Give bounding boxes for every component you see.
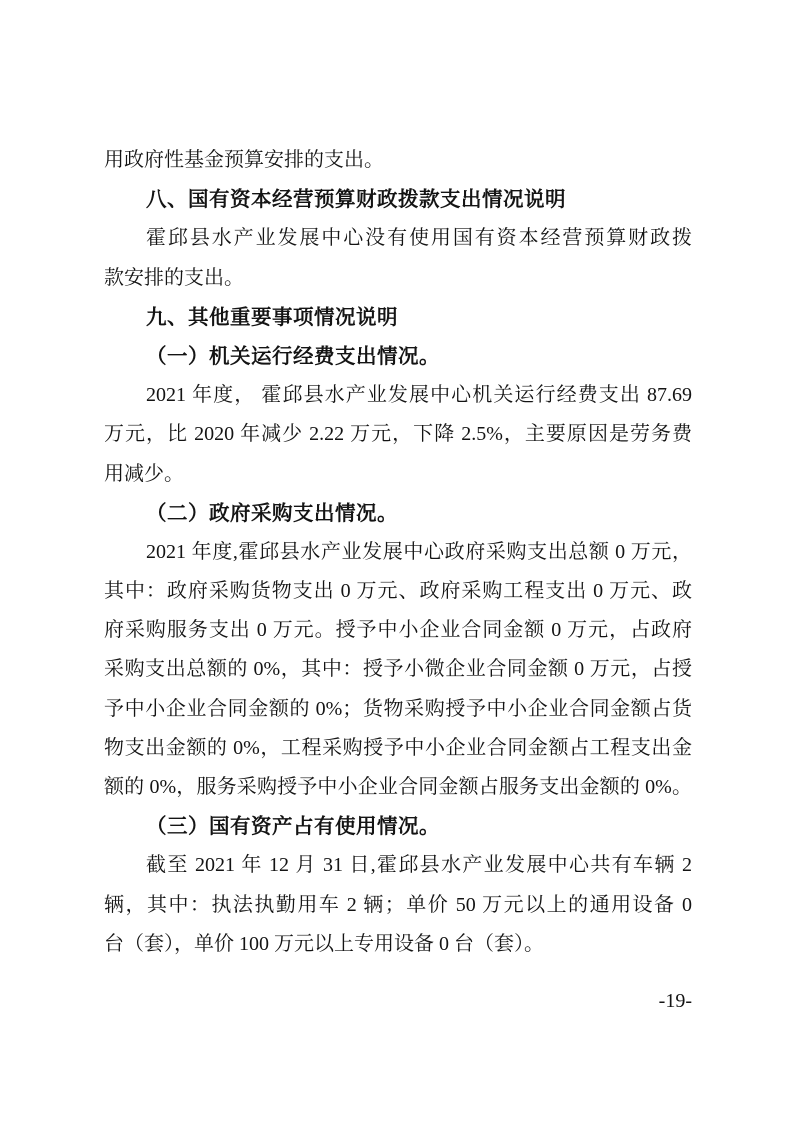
section-heading-9: 九、其他重要事项情况说明 (146, 305, 398, 329)
paragraph-line: 霍邱县水产业发展中心没有使用国有资本经营预算财政拨 (146, 227, 692, 250)
subheading-agency-operating-expense: （一）机关运行经费支出情况。 (146, 344, 440, 368)
section-heading-8: 八、国有资本经营预算财政拨款支出情况说明 (146, 188, 566, 212)
paragraph-line: 万元，比 2020 年减少 2.22 万元，下降 2.5%，主要原因是劳务费 (104, 423, 692, 446)
paragraph-line: 府采购服务支出 0 万元。授予中小企业合同金额 0 万元，占政府 (104, 619, 692, 642)
paragraph-line: 物支出金额的 0%，工程采购授予中小企业合同金额占工程支出金 (104, 736, 692, 759)
document-body (104, 141, 692, 964)
paragraph-line: 用减少。 (104, 462, 184, 485)
paragraph-line: 台（套），单价 100 万元以上专用设备 0 台（套）。 (104, 932, 544, 955)
paragraph-line: 2021 年度,霍邱县水产业发展中心政府采购支出总额 0 万元， (146, 540, 692, 563)
paragraph-line: 辆，其中：执法执勤用车 2 辆；单价 50 万元以上的通用设备 0 (104, 893, 692, 916)
paragraph-line: 采购支出总额的 0%，其中：授予小微企业合同金额 0 万元，占授 (104, 658, 692, 681)
paragraph-line: 予中小企业合同金额的 0%；货物采购授予中小企业合同金额占货 (104, 697, 692, 720)
subheading-state-assets: （三）国有资产占有使用情况。 (146, 815, 440, 839)
paragraph-line: 额的 0%，服务采购授予中小企业合同金额占服务支出金额的 0%。 (104, 776, 692, 798)
paragraph-line: 用政府性基金预算安排的支出。 (104, 149, 384, 171)
paragraph-line: 2021 年度， 霍邱县水产业发展中心机关运行经费支出 87.69 (146, 384, 692, 407)
subheading-government-procurement: （二）政府采购支出情况。 (146, 501, 398, 525)
paragraph-line: 其中：政府采购货物支出 0 万元、政府采购工程支出 0 万元、政 (104, 580, 692, 603)
paragraph-line: 截至 2021 年 12 月 31 日,霍邱县水产业发展中心共有车辆 2 (146, 854, 692, 877)
paragraph-line: 款安排的支出。 (104, 266, 244, 289)
page-number: -19- (658, 990, 692, 1012)
